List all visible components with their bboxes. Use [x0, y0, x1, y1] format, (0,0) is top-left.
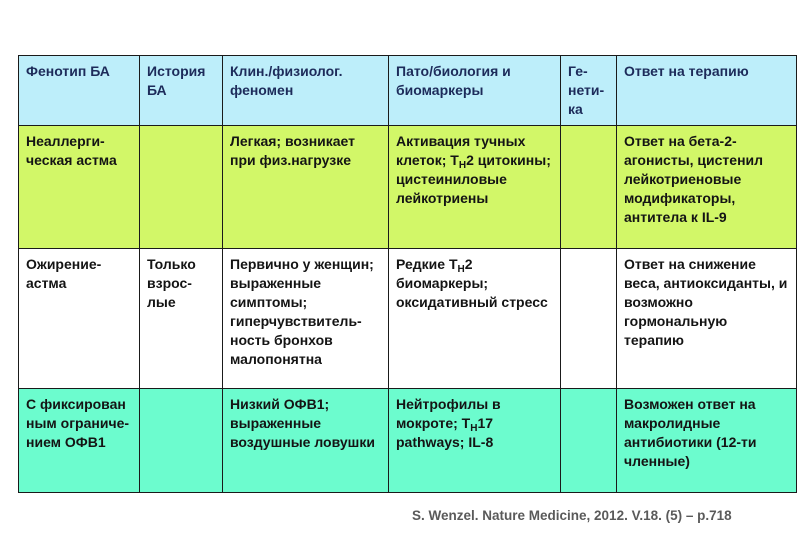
- header-pathobiology: Пато/биология и биомаркеры: [389, 56, 561, 126]
- cell-clinical: Низкий ОФВ1; выраженные воздушные ловушки: [223, 389, 389, 493]
- cell-genetics: [561, 126, 617, 249]
- header-phenotype: Фенотип БА: [19, 56, 140, 126]
- table-row: [19, 249, 797, 389]
- header-row: [19, 56, 797, 126]
- subscript: H: [458, 160, 467, 171]
- pathobiology-text: 2 биомаркеры; оксидативный стресс: [396, 256, 548, 310]
- pathobiology-text: 2 цитокины; цистеиниловые лейкотриены: [396, 152, 551, 206]
- cell-history: [140, 126, 223, 249]
- cell-genetics: [561, 389, 617, 493]
- cell-history: Только взрос- лые: [140, 249, 223, 389]
- citation: S. Wenzel. Nature Medicine, 2012. V.18. (5) – p.718: [412, 508, 732, 523]
- cell-clinical: Первично у женщин; выраженные симптомы; гиперчувствитель- ность бронхов малопонятна: [223, 249, 389, 389]
- pathobiology-text: Редкие T: [396, 256, 458, 272]
- header-clinical: Клин./физиолог. феномен: [223, 56, 389, 126]
- cell-pathobiology: [389, 126, 561, 249]
- cell-pathobiology: [389, 389, 561, 493]
- pathobiology-text: Нейтрофилы в мокроте; T: [396, 396, 501, 431]
- subscript: H: [470, 423, 478, 434]
- cell-genetics: [561, 249, 617, 389]
- table-row: [19, 389, 797, 493]
- cell-therapy: Ответ на снижение веса, антиоксиданты, и возможно гормональную терапию: [617, 249, 797, 389]
- cell-therapy: Ответ на бета-2- агонисты, цистенил лейкотриеновые модификаторы, антитела к IL-9: [617, 126, 797, 249]
- phenotype-table: [18, 55, 797, 493]
- cell-phenotype: С фиксирован ным ограниче- нием ОФВ1: [19, 389, 140, 493]
- header-history: История БА: [140, 56, 223, 126]
- cell-phenotype: Неаллерги- ческая астма: [19, 126, 140, 249]
- cell-history: [140, 389, 223, 493]
- subscript: H: [457, 264, 465, 275]
- pathobiology-text: Активация тучных клеток; T: [396, 133, 526, 168]
- cell-therapy: Возможен ответ на макролидные антибиотики (12-ти членные): [617, 389, 797, 493]
- table-row: [19, 126, 797, 249]
- pathobiology-text: 17 pathways; IL-8: [396, 415, 494, 450]
- header-genetics: Ге- нети- ка: [561, 56, 617, 126]
- cell-phenotype: Ожирение- астма: [19, 249, 140, 389]
- cell-clinical: Легкая; возникает при физ.нагрузке: [223, 126, 389, 249]
- cell-pathobiology: [389, 249, 561, 389]
- header-therapy: Ответ на терапию: [617, 56, 797, 126]
